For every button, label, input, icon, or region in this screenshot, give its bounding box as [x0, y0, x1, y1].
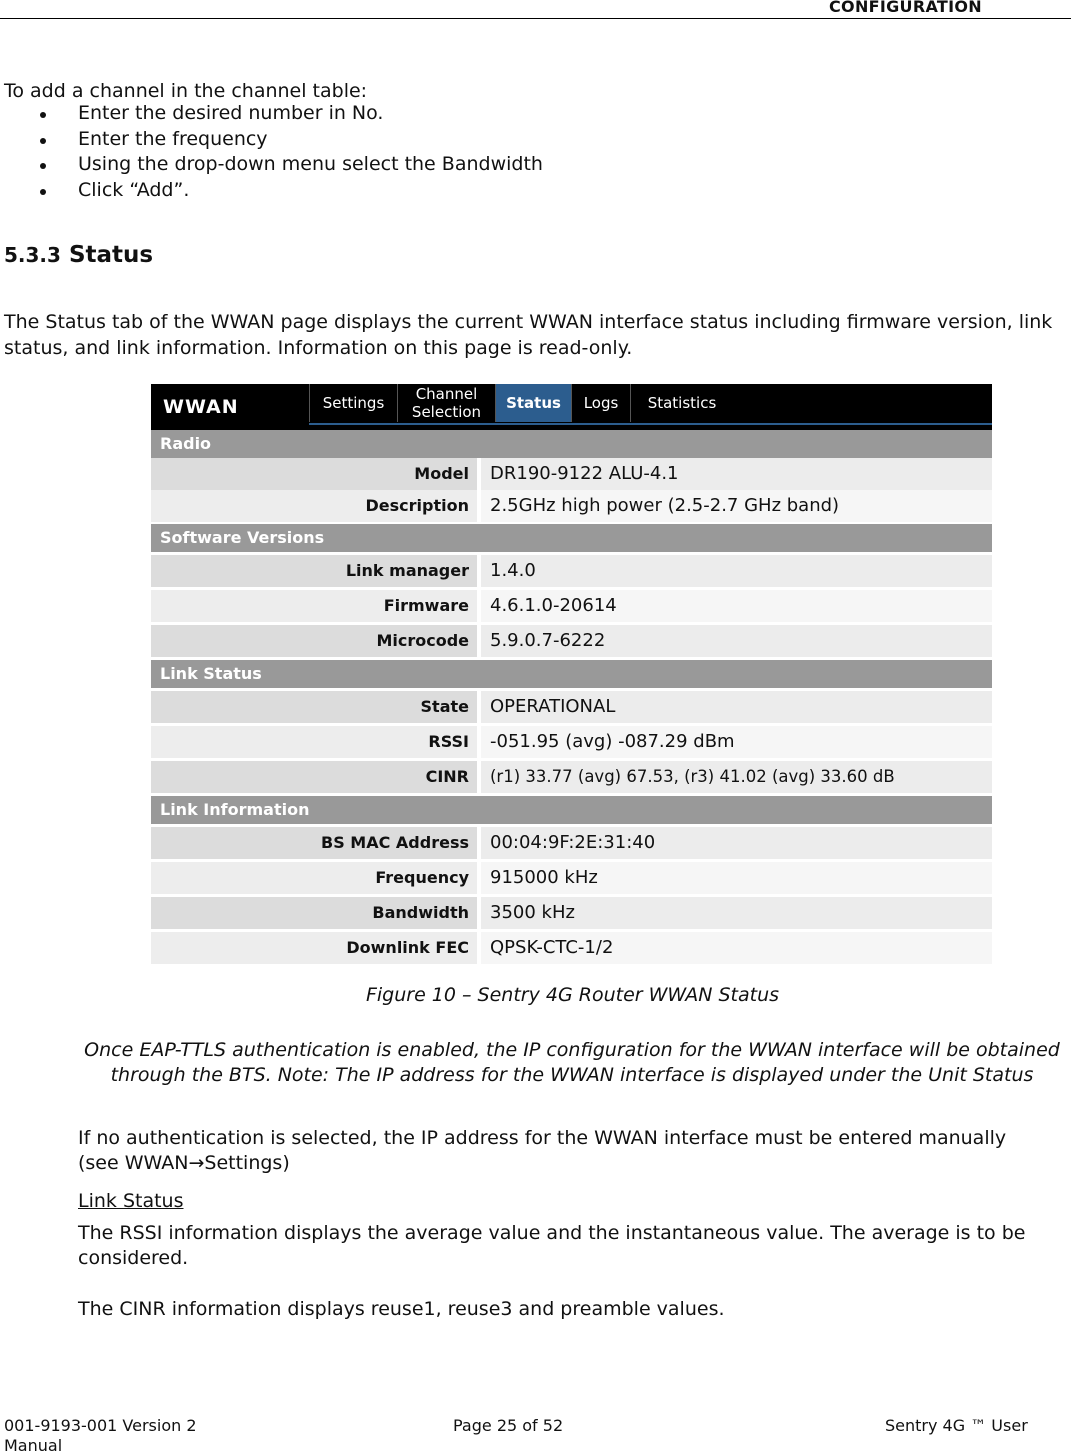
- list-item: Click “Add”.: [0, 178, 543, 204]
- table-row: [151, 726, 992, 758]
- row-value: 915000 kHz: [481, 862, 992, 894]
- cinr-paragraph: The CINR information displays reuse1, reuse3 and preamble values.: [78, 1298, 725, 1320]
- row-label: Downlink FEC: [151, 932, 477, 964]
- group-link-information: Link Information: [151, 796, 992, 824]
- bullet-icon: [40, 138, 46, 144]
- row-value: 2.5GHz high power (2.5-2.7 GHz band): [481, 490, 992, 522]
- figure-caption: Figure 10 – Sentry 4G Router WWAN Status: [365, 984, 780, 1006]
- row-value: OPERATIONAL: [481, 691, 992, 723]
- row-label: RSSI: [151, 726, 477, 758]
- row-label: Frequency: [151, 862, 477, 894]
- row-value: (r1) 33.77 (avg) 67.53, (r3) 41.02 (avg) 33.60 dB: [481, 761, 992, 793]
- table-row: [151, 555, 992, 587]
- running-header-title: CONFIGURATION: [829, 0, 982, 16]
- status-description: The Status tab of the WWAN page displays the current WWAN interface status including firmware version, link status, and link information. Information on this page is read-only.: [4, 311, 1053, 359]
- wwan-status-panel: [151, 384, 992, 970]
- footer-page-number: Page 25 of 52: [453, 1416, 564, 1435]
- header-rule: [0, 18, 1071, 19]
- list-item: Enter the frequency: [0, 127, 543, 153]
- row-label: BS MAC Address: [151, 827, 477, 859]
- row-label: Firmware: [151, 590, 477, 622]
- row-value: 4.6.1.0-20614: [481, 590, 992, 622]
- row-value: 3500 kHz: [481, 897, 992, 929]
- bullet-icon: [40, 189, 46, 195]
- list-item: Using the drop-down menu select the Bandwidth: [0, 152, 543, 178]
- tab-statistics[interactable]: Statistics: [630, 384, 733, 422]
- table-row: [151, 458, 992, 490]
- link-status-subheading: Link Status: [78, 1190, 184, 1212]
- tab-settings[interactable]: Settings: [309, 384, 397, 422]
- manual-ip-paragraph: If no authentication is selected, the IP address for the WWAN interface must be entered manually (see WWAN→Settings): [78, 1127, 1007, 1174]
- section-heading: [4, 242, 153, 268]
- table-row: [151, 691, 992, 723]
- row-label: Description: [151, 490, 477, 522]
- wwan-tab-bar: [151, 384, 992, 430]
- group-radio: Radio: [151, 430, 992, 458]
- tab-status[interactable]: Status: [495, 384, 571, 422]
- bullet-icon: [40, 163, 46, 169]
- wwan-title: WWAN: [163, 396, 239, 418]
- footer-product: Sentry 4G ™ User: [885, 1416, 1028, 1435]
- row-label: CINR: [151, 761, 477, 793]
- table-row: [151, 862, 992, 894]
- bullet-icon: [40, 112, 46, 118]
- row-value: 00:04:9F:2E:31:40: [481, 827, 992, 859]
- footer-manual: Manual: [4, 1436, 63, 1455]
- row-label: Microcode: [151, 625, 477, 657]
- table-row: [151, 490, 992, 522]
- group-software-versions: Software Versions: [151, 524, 992, 552]
- footer-doc-id: 001-9193-001 Version 2: [4, 1416, 197, 1435]
- rssi-paragraph: The RSSI information displays the average value and the instantaneous value. The average is to be considered.: [78, 1222, 1026, 1269]
- row-value: DR190-9122 ALU-4.1: [481, 458, 992, 490]
- table-row: [151, 590, 992, 622]
- eap-ttls-note: Once EAP-TTLS authentication is enabled, the IP configuration for the WWAN interface will be obtained through the BTS. Note: The IP address for the WWAN interface is displayed under the Unit Status: [84, 1039, 1060, 1086]
- intro-text: To add a channel in the channel table:: [4, 80, 368, 102]
- table-row: [151, 761, 992, 793]
- row-value: 5.9.0.7-6222: [481, 625, 992, 657]
- row-value: 1.4.0: [481, 555, 992, 587]
- tab-logs[interactable]: Logs: [571, 384, 630, 422]
- add-channel-steps: [0, 101, 543, 203]
- row-label: Bandwidth: [151, 897, 477, 929]
- row-label: Model: [151, 458, 477, 490]
- table-row: [151, 827, 992, 859]
- row-value: QPSK-CTC-1/2: [481, 932, 992, 964]
- list-item: Enter the desired number in No.: [0, 101, 543, 127]
- row-value: -051.95 (avg) -087.29 dBm: [481, 726, 992, 758]
- row-label: Link manager: [151, 555, 477, 587]
- table-row: [151, 625, 992, 657]
- section-number: 5.3.3: [4, 243, 61, 267]
- table-row: [151, 932, 992, 964]
- row-label: State: [151, 691, 477, 723]
- tab-channel-selection[interactable]: Channel Selection: [397, 384, 495, 422]
- table-row: [151, 897, 992, 929]
- section-title: Status: [68, 242, 154, 268]
- group-link-status: Link Status: [151, 660, 992, 688]
- tab-underline: [309, 423, 992, 425]
